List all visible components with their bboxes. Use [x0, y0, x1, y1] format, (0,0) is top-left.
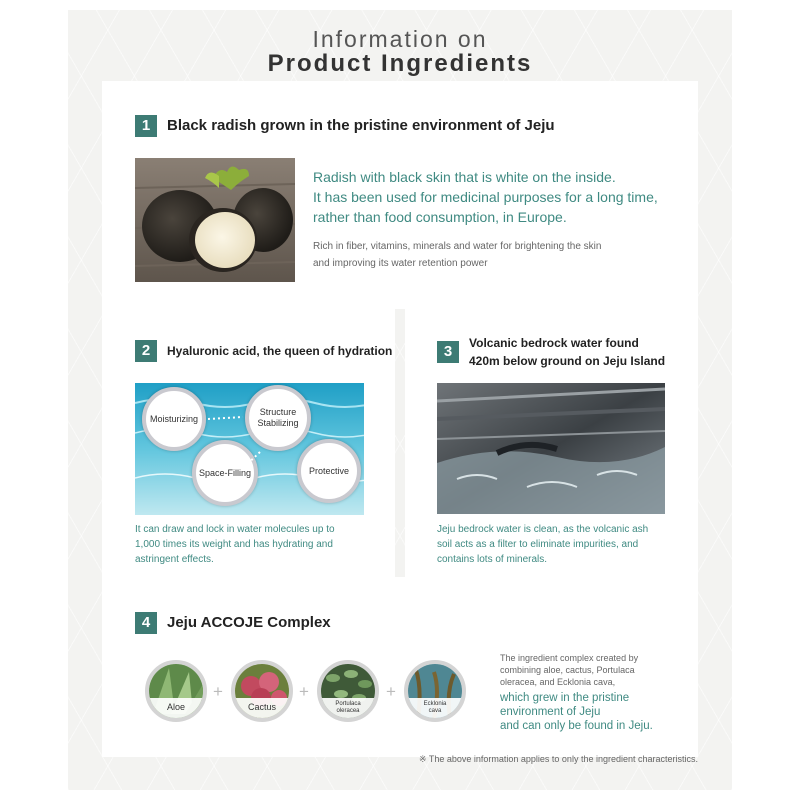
plus-sign: +	[299, 682, 309, 701]
section-3-card	[405, 307, 698, 579]
section-2-number: 2	[135, 340, 157, 362]
page-title-line1: Information on	[312, 26, 488, 52]
section-1-detail-line: Rich in fiber, vitamins, minerals and water for brightening the skin	[313, 241, 602, 252]
section-4-highlight-line: and can only be found in Jeju.	[500, 720, 653, 732]
section-2-card	[102, 307, 395, 579]
section-1-highlight-line: Radish with black skin that is white on the inside.	[313, 169, 616, 185]
portulaca-label	[321, 698, 375, 718]
section-4-highlight-line: environment of Jeju	[500, 706, 601, 718]
section-1-highlight-line: It has been used for medicinal purposes for a long time,	[313, 189, 658, 205]
cactus-label: Cactus	[235, 698, 289, 718]
section-1-detail	[313, 238, 601, 272]
section-3-description-line: soil acts as a filter to eliminate impurities, and	[437, 539, 639, 550]
aloe-label: Aloe	[149, 698, 203, 718]
section-2-description-line: astringent effects.	[135, 554, 214, 565]
section-1-highlight	[313, 167, 658, 227]
section-2-title: Hyaluronic acid, the queen of hydration	[167, 344, 393, 358]
section-3-description-line: contains lots of minerals.	[437, 554, 548, 565]
ecklonia-label-line: cava	[428, 708, 442, 714]
section-4-highlight-line: which grew in the pristine	[500, 692, 630, 704]
section-3-number: 3	[437, 341, 459, 363]
volcanic-bedrock-water-photo	[437, 383, 665, 514]
plus-sign: +	[213, 682, 223, 701]
section-1-title: Black radish grown in the pristine environment of Jeju	[167, 117, 555, 134]
protective-label: Protective	[308, 465, 350, 476]
section-3-description	[437, 522, 648, 567]
ecklonia-cava-ingredient	[404, 660, 466, 722]
section-3-title	[469, 334, 665, 370]
plus-sign: +	[386, 682, 396, 701]
section-3-description-line: Jeju bedrock water is clean, as the volcanic ash	[437, 524, 649, 535]
section-4-number: 4	[135, 612, 157, 634]
section-4-note-line: combining aloe, cactus, Portulaca	[500, 665, 635, 675]
ingredients-page	[68, 10, 732, 790]
section-1-card	[102, 81, 698, 309]
section-2-description	[135, 522, 335, 567]
portulaca-label-line: Portulaca	[335, 701, 361, 707]
section-2-description-line: 1,000 times its weight and has hydrating and	[135, 539, 333, 550]
page-title-line2: Product Ingredients	[267, 50, 533, 77]
section-1-highlight-line: rather than food consumption, in Europe.	[313, 209, 567, 225]
section-3-title-line: 420m below ground on Jeju Island	[469, 354, 666, 368]
structure-stabilizing-label: Structure Stabilizing	[257, 407, 299, 428]
section-3-title-line: Volcanic bedrock water found	[469, 336, 639, 350]
section-4-highlight	[500, 691, 653, 733]
section-4-card	[102, 577, 698, 757]
portulaca-label-line: oleracea	[336, 708, 360, 714]
cactus-ingredient	[231, 660, 293, 722]
section-1-number: 1	[135, 115, 157, 137]
section-1-detail-line: and improving its water retention power	[313, 258, 488, 269]
section-4-title: Jeju ACCOJE Complex	[167, 614, 331, 631]
space-filling-label: Space-Filling	[198, 467, 252, 478]
aloe-ingredient	[145, 660, 207, 722]
moisturizing-label: Moisturizing	[149, 413, 198, 424]
portulaca-oleracea-ingredient	[317, 660, 379, 722]
section-4-note-line: oleracea, and Ecklonia cava,	[500, 677, 616, 687]
section-4-note-line: The ingredient complex created by	[500, 653, 639, 663]
section-4-note	[500, 652, 638, 688]
footnote: ※ The above information applies to only the ingredient characteristics.	[418, 754, 698, 764]
black-radish-photo	[135, 158, 295, 282]
ecklonia-label	[408, 698, 462, 718]
ecklonia-label-line: Ecklonia	[423, 701, 447, 707]
section-2-description-line: It can draw and lock in water molecules up to	[135, 524, 335, 535]
